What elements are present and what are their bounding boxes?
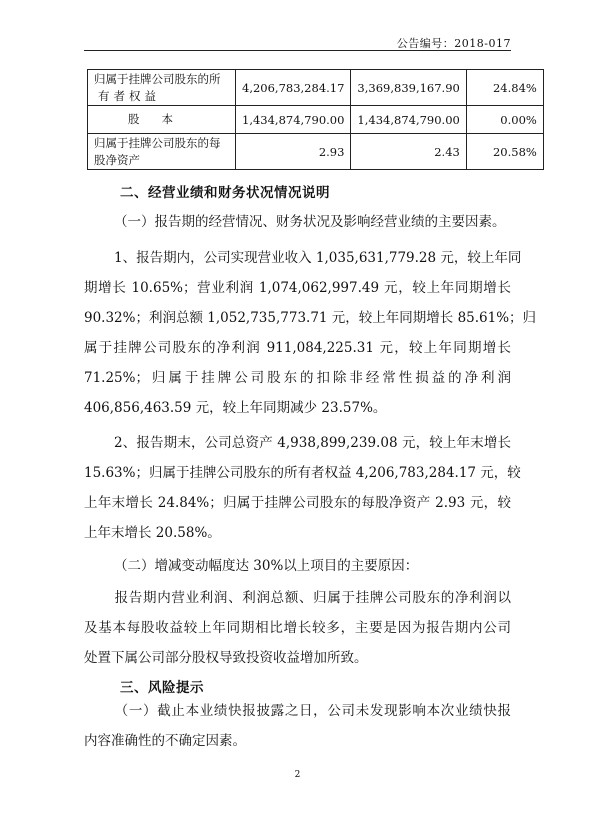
paragraph-line: 及基本每股收益较上年同期相比增长较多，主要是因为报告期内公司 bbox=[84, 620, 511, 636]
paragraph-line: 处置下属公司部分股权导致投资收益增加所致。 bbox=[84, 650, 368, 666]
row-label-line2: 股净资产 bbox=[94, 152, 140, 167]
row-label bbox=[88, 70, 236, 106]
line-text: 1、报告期内，公司实现营业收入 1,035,631,779.28 元，较上年同 bbox=[114, 250, 522, 266]
paragraph-line bbox=[84, 428, 511, 458]
line-text: （一）截止本业绩快报披露之日，公司未发现影响本次业绩快报 bbox=[114, 703, 511, 719]
row-label-line1: 归属于挂牌公司股东的所 bbox=[94, 71, 221, 86]
paragraph-financial-position bbox=[84, 428, 521, 548]
previous-value: 3,369,839,167.90 bbox=[351, 70, 466, 106]
line-text: 报告期内营业利润、利润总额、归属于挂牌公司股东的净利润以 bbox=[114, 590, 511, 606]
section-3-title: 三、风险提示 bbox=[120, 680, 204, 696]
paragraph-line: 71.25%；归属于挂牌公司股东的扣除非经常性损益的净利润 bbox=[84, 370, 511, 386]
row-label bbox=[88, 134, 236, 170]
section-2-subheading-1 bbox=[84, 207, 511, 237]
subheading-line bbox=[84, 207, 511, 237]
paragraph-line bbox=[84, 243, 522, 273]
paragraph-line: 内容准确性的不确定因素。 bbox=[84, 733, 246, 749]
subheading-text: （二）增减变动幅度达 30%以上项目的主要原因： bbox=[114, 558, 419, 574]
previous-value: 2.43 bbox=[351, 134, 466, 170]
paragraph-operating-results bbox=[84, 243, 537, 423]
subheading-text: （一）报告期的经营情况、财务状况及影响经营业绩的主要因素。 bbox=[114, 214, 506, 230]
current-value: 2.93 bbox=[236, 134, 351, 170]
paragraph-risk bbox=[84, 696, 511, 756]
line-text: 2、报告期末，公司总资产 4,938,899,239.08 元，较上年末增长 bbox=[114, 435, 511, 451]
paragraph-line bbox=[84, 696, 511, 726]
paragraph-line: 属于挂牌公司股东的净利润 911,084,225.31 元，较上年同期增长 bbox=[84, 340, 511, 356]
paragraph-line: 90.32%；利润总额 1,052,735,773.71 元，较上年同期增长 85.61%；归 bbox=[84, 310, 537, 326]
page-number: 2 bbox=[294, 770, 301, 780]
row-label: 股本 bbox=[88, 106, 236, 134]
section-2-subheading-2 bbox=[84, 551, 511, 581]
row-label-line1: 归属于挂牌公司股东的每 bbox=[94, 135, 221, 150]
paragraph-main-reasons bbox=[84, 583, 511, 673]
paragraph-line: 期增长 10.65%；营业利润 1,074,062,997.49 元，较上年同期增长 bbox=[84, 280, 511, 296]
paragraph-line bbox=[84, 583, 511, 613]
paragraph-line: 上年末增长 24.84%；归属于挂牌公司股东的每股净资产 2.93 元，较 bbox=[84, 495, 511, 511]
paragraph-line: 上年末增长 20.58%。 bbox=[84, 525, 221, 541]
current-value: 4,206,783,284.17 bbox=[236, 70, 351, 106]
previous-value: 1,434,874,790.00 bbox=[351, 106, 466, 134]
table-row bbox=[88, 70, 544, 106]
change-value: 0.00% bbox=[466, 106, 543, 134]
change-value: 20.58% bbox=[466, 134, 543, 170]
financial-table bbox=[87, 69, 544, 170]
row-label-line2: 有者权益 bbox=[98, 88, 160, 103]
table-row bbox=[88, 134, 544, 170]
announcement-number: 公告编号：2018-017 bbox=[396, 37, 511, 50]
subheading-line bbox=[84, 551, 511, 581]
paragraph-line: 15.63%；归属于挂牌公司股东的所有者权益 4,206,783,284.17 元，较 bbox=[84, 465, 521, 481]
change-value: 24.84% bbox=[466, 70, 543, 106]
paragraph-line: 406,856,463.59 元，较上年同期减少 23.57%。 bbox=[84, 400, 387, 416]
current-value: 1,434,874,790.00 bbox=[236, 106, 351, 134]
table-row bbox=[88, 106, 544, 134]
section-2-title: 二、经营业绩和财务状况情况说明 bbox=[120, 185, 330, 201]
